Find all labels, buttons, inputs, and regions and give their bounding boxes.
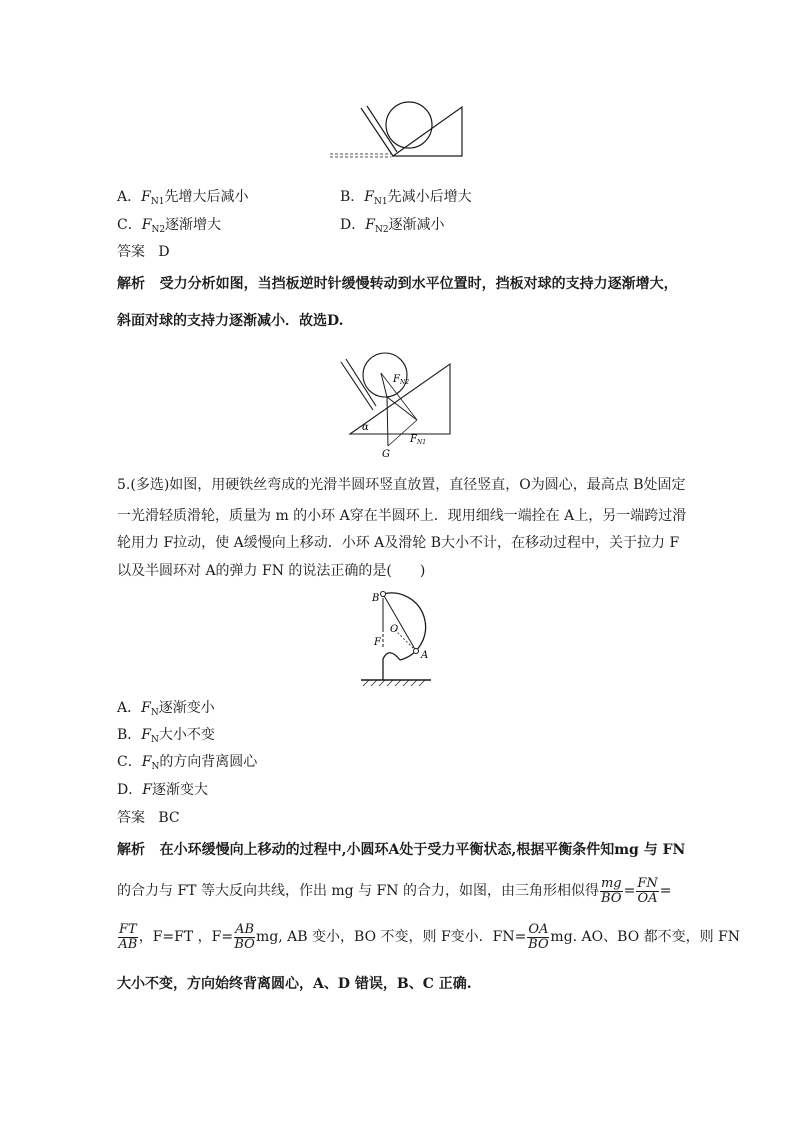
q5-stem-line2: 一光滑轻质滑轮，质量为 m 的小环 A穿在半圆环上．现用细线一端拴在 A上，另一端跨过滑 <box>117 508 687 524</box>
q5-stem-line1: 5.(多选)如图，用硬铁丝弯成的光滑半圆环竖直放置，直径竖直，O为圆心，最高点 B处固定 <box>117 477 686 493</box>
q5-analysis-line3: $\frac{FT}{AB}$ ，F=FT ，F= $\frac{AB}{BO}$ mg, AB 变小，BO 不变，则 F变小．FN= $\frac{OA}{BO}$ mg. AO、BO 都不变，则 FN <box>118 921 741 952</box>
q4-option-a: A．$F_{N1}$先增大后减小 <box>117 189 249 207</box>
q5-analysis-line1: 解析 在小环缓慢向上移动的过程中,小圆环A处于受力平衡状态,根据平衡条件知mg 与 FN <box>117 842 686 858</box>
q5-stem-line3: 轮用力 F拉动，使 A缓慢向上移动．小环 A及滑轮 B大小不计，在移动过程中，关于拉力 F <box>117 535 680 551</box>
figure-ball-incline <box>325 100 475 168</box>
fraction-fn-oa: $\frac{FN}{OA}$ <box>637 875 658 906</box>
figure-semicircle-ring <box>355 588 445 690</box>
q4-option-d: D．$F_{N2}$逐渐减小 <box>340 217 445 235</box>
fraction-mg-bo: $\frac{mg}{BO}$ <box>600 875 622 906</box>
q4-option-c: C．$F_{N2}$逐渐增大 <box>117 217 222 235</box>
q4-analysis-line2: 斜面对球的支持力逐渐减小．故选D. <box>117 313 344 329</box>
fraction-oa-bo: $\frac{OA}{BO}$ <box>528 921 549 952</box>
label-a: A <box>421 650 429 661</box>
fn1-label: $F_{N1}$ <box>410 434 427 446</box>
label-o: O <box>390 624 399 635</box>
fraction-ab-bo: $\frac{AB}{BO}$ <box>234 921 255 952</box>
q5-answer: 答案 BC <box>117 810 180 826</box>
q5-analysis-line2: 的合力与 FT 等大反向共线，作出 mg 与 FN 的合力，如图，由三角形相似得 $\frac{mg}{BO}$ = $\frac{FN}{OA}$ = <box>117 875 672 906</box>
q5-option-b: B．$F_N$大小不变 <box>117 727 215 745</box>
q4-option-b: B．$F_{N1}$先减小后增大 <box>340 189 472 207</box>
q4-analysis-line1: 解析 受力分析如图，当挡板逆时针缓慢转动到水平位置时，挡板对球的支持力逐渐增大， <box>117 276 678 292</box>
fn2-label: $F_{N2}$ <box>393 374 410 386</box>
angle-alpha-label: α <box>362 422 369 433</box>
q5-analysis-line4: 大小不变，方向始终背离圆心，A、D 错误，B、C 正确. <box>117 976 472 992</box>
q5-stem-line4: 以及半圆环对 A的弹力 FN 的说法正确的是( ) <box>117 563 426 579</box>
label-b: B <box>372 593 380 604</box>
q5-option-a: A．$F_N$逐渐变小 <box>117 700 215 718</box>
q5-option-d: D．F逐渐变大 <box>117 782 208 798</box>
figure-force-analysis <box>338 350 463 462</box>
fraction-ft-ab: $\frac{FT}{AB}$ <box>118 921 138 952</box>
q5-option-c: C．$F_N$的方向背离圆心 <box>117 754 258 772</box>
g-label: G <box>382 449 390 460</box>
label-f: F <box>374 637 381 648</box>
q4-answer: 答案 D <box>117 244 170 260</box>
